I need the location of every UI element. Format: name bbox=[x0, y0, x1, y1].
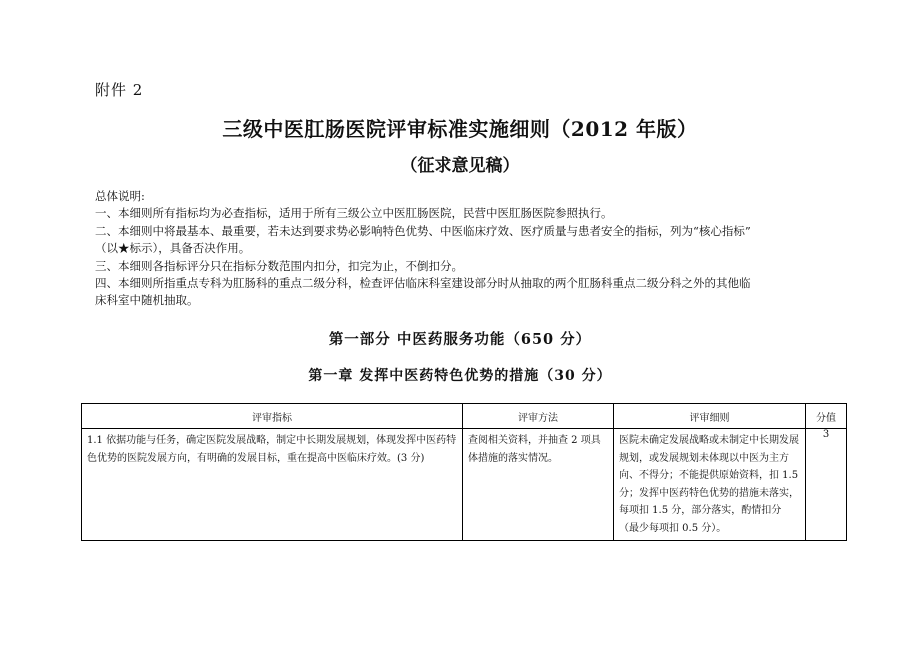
document-subtitle: （征求意见稿） bbox=[400, 156, 520, 176]
header-method: 评审方法 bbox=[463, 404, 614, 429]
general-note-line: 四、本细则所指重点专科为肛肠科的重点二级分科，检查评估临床科室建设部分时从抽取的两个肛肠科重点二级分科之外的其他临 bbox=[95, 276, 751, 291]
score-cell bbox=[806, 429, 847, 541]
method-cell bbox=[463, 429, 614, 541]
criteria-table bbox=[81, 403, 847, 541]
indicator-text: 1.1 依据功能与任务，确定医院发展战略，制定中长期发展规划，体现发挥中医药特色优势的医院发展方向，有明确的发展目标，重在提高中医临床疗效。(3 分) bbox=[87, 435, 457, 464]
header-indicator: 评审指标 bbox=[82, 404, 463, 429]
general-notes bbox=[95, 188, 840, 310]
table-row bbox=[82, 429, 847, 541]
general-note-line: 三、本细则各指标评分只在指标分数范围内扣分，扣完为止，不倒扣分。 bbox=[95, 258, 463, 273]
details-text: 医院未确定发展战略或未制定中长期发展规划，或发展规划未体现以中医为主方向、不得分；不能提供原始资料，扣 1.5 分；发挥中医药特色优势的措施未落实，每项扣 1.5 分，部分落实，酌情扣分（最少每项扣 0.5 分）。 bbox=[619, 435, 799, 534]
header-details: 评审细则 bbox=[614, 404, 806, 429]
details-cell bbox=[614, 429, 806, 541]
attachment-label: 附件 2 bbox=[95, 81, 144, 99]
general-note-line: 二、本细则中将最基本、最重要，若未达到要求势必影响特色优势、中医临床疗效、医疗质量与患者安全的指标，列为“核心指标” bbox=[95, 223, 751, 238]
header-score: 分值 bbox=[806, 404, 847, 429]
document-title: 三级中医肛肠医院评审标准实施细则（2012 年版） bbox=[222, 117, 698, 141]
general-notes-heading: 总体说明: bbox=[95, 189, 145, 203]
chapter-heading: 第一章 发挥中医药特色优势的措施（30 分） bbox=[308, 368, 612, 384]
general-note-line: （以★标示），具备否决作用。 bbox=[95, 241, 251, 256]
part-heading: 第一部分 中医药服务功能（650 分） bbox=[328, 331, 592, 348]
method-text: 查阅相关资料，并抽查 2 项具体措施的落实情况。 bbox=[468, 435, 601, 464]
indicator-cell bbox=[82, 429, 463, 541]
score-value: 3 bbox=[822, 429, 830, 440]
general-note-line: 一、本细则所有指标均为必查指标，适用于所有三级公立中医肛肠医院，民营中医肛肠医院参照执行。 bbox=[95, 206, 613, 221]
general-note-line: 床科室中随机抽取。 bbox=[95, 293, 199, 308]
table-header-row bbox=[82, 404, 847, 429]
